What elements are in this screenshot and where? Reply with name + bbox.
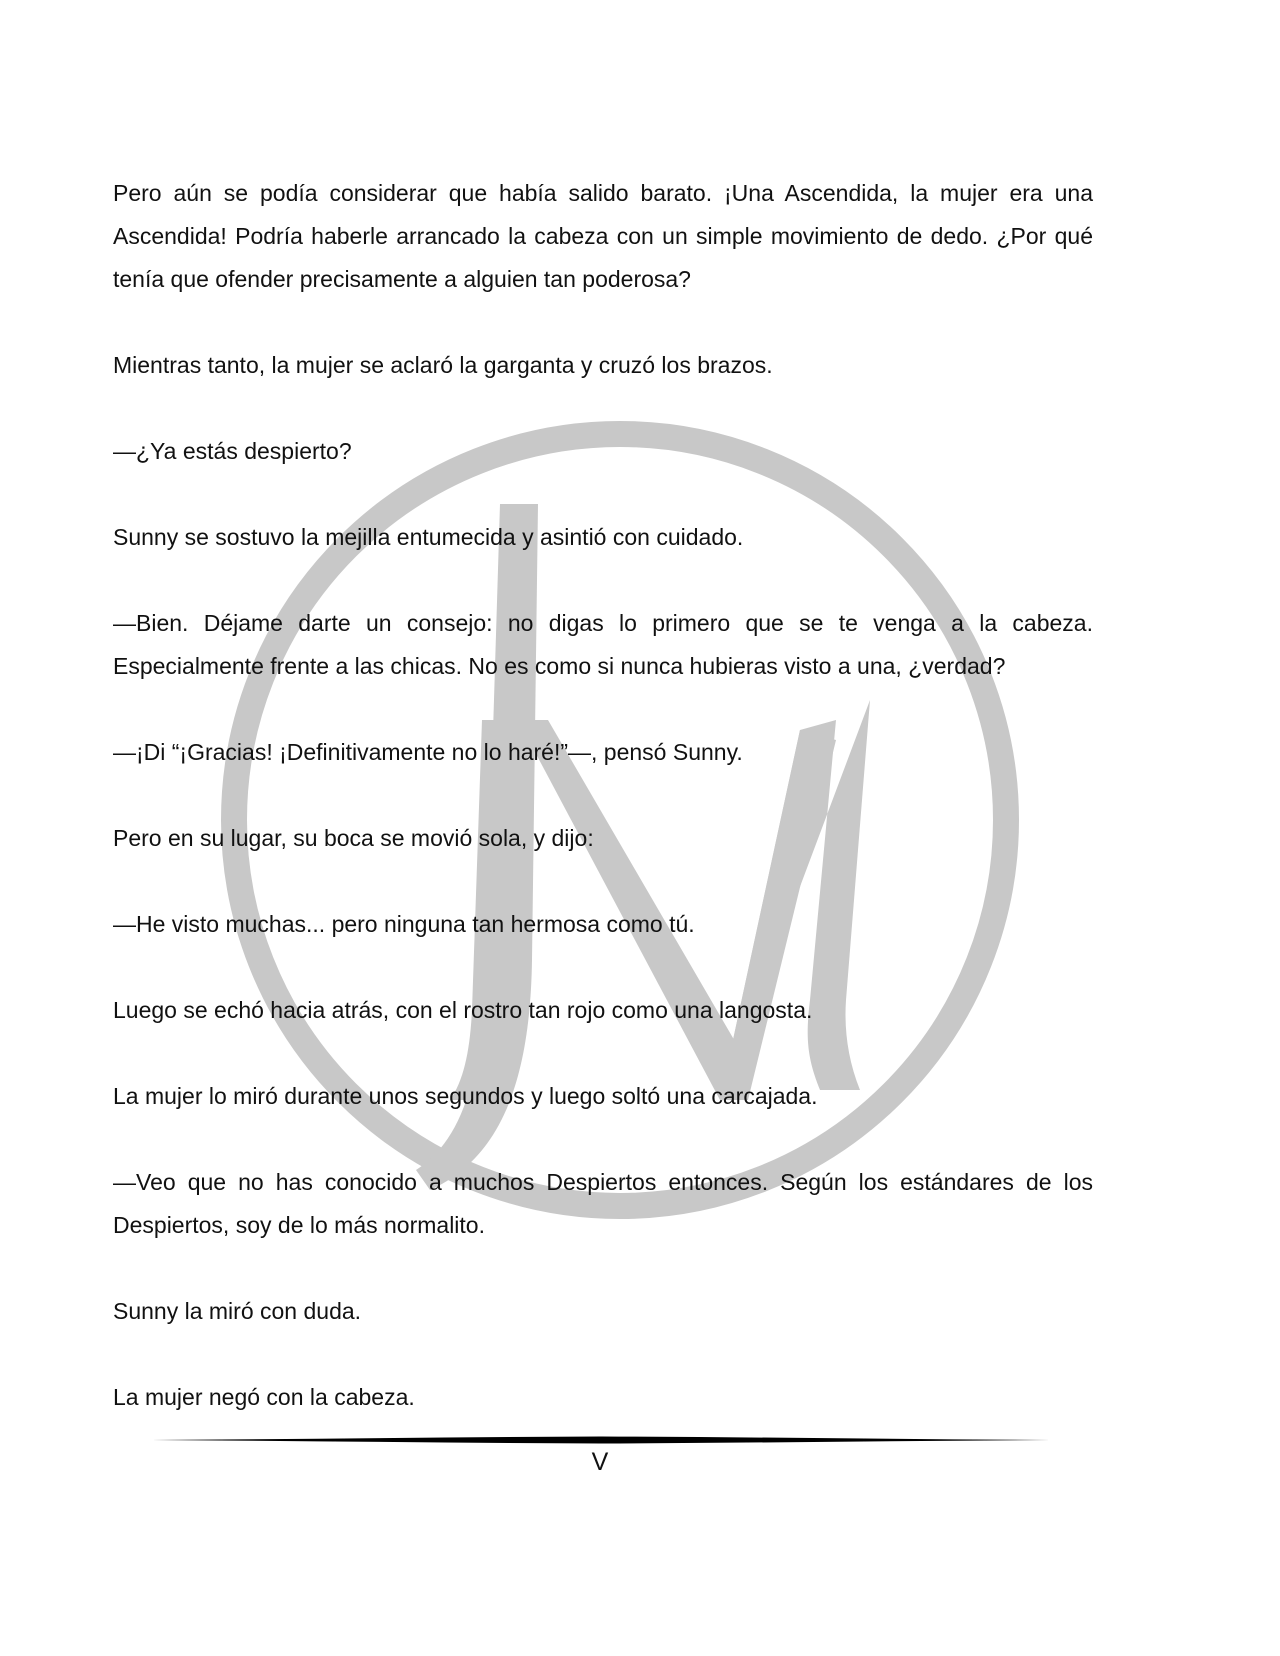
paragraph-1: Pero aún se podía considerar que había salido barato. ¡Una Ascendida, la mujer era una Ascendida! Podría haberle arrancado la cabeza con un simple movimiento de dedo. ¿Por qué tenía que ofender precisamente a alguien tan poderosa? xyxy=(113,180,1093,292)
paragraph-5: —Bien. Déjame darte un consejo: no digas lo primero que se te venga a la cabeza. Especialmente frente a las chicas. No es como si nunca hubieras visto a una, ¿verdad? xyxy=(113,610,1093,679)
page-body xyxy=(113,172,1093,1462)
paragraph-3: —¿Ya estás despierto? xyxy=(113,438,352,464)
paragraph-9: Luego se echó hacia atrás, con el rostro tan rojo como una langosta. xyxy=(113,997,813,1023)
paragraph-13: La mujer negó con la cabeza. xyxy=(113,1384,415,1410)
footer-divider xyxy=(152,1436,1050,1444)
paragraph-10: La mujer lo miró durante unos segundos y luego soltó una carcajada. xyxy=(113,1083,818,1109)
paragraph-4: Sunny se sostuvo la mejilla entumecida y asintió con cuidado. xyxy=(113,524,744,550)
page-number: V xyxy=(591,1448,609,1476)
paragraph-12: Sunny la miró con duda. xyxy=(113,1298,362,1324)
paragraph-2: Mientras tanto, la mujer se aclaró la garganta y cruzó los brazos. xyxy=(113,352,773,378)
paragraph-7: Pero en su lugar, su boca se movió sola, y dijo: xyxy=(113,825,594,851)
paragraph-8: —He visto muchas... pero ninguna tan hermosa como tú. xyxy=(113,911,695,937)
paragraph-11: —Veo que no has conocido a muchos Despiertos entonces. Según los estándares de los Despiertos, soy de lo más normalito. xyxy=(113,1169,1093,1238)
paragraph-6: —¡Di “¡Gracias! ¡Definitivamente no lo haré!”—, pensó Sunny. xyxy=(113,739,743,765)
